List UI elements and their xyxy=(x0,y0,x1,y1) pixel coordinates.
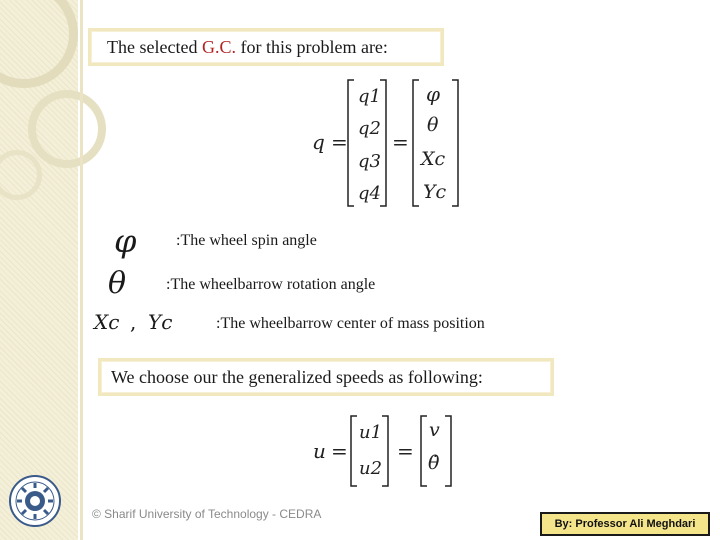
q-entry: q3 xyxy=(358,151,381,172)
decorative-ring xyxy=(28,90,106,168)
heading-prefix: The selected xyxy=(107,37,202,57)
q-entry: φ xyxy=(426,82,441,106)
heading-box xyxy=(88,28,444,66)
q-eq2: = xyxy=(392,130,409,154)
x-symbol: Xc xyxy=(94,310,120,334)
copyright-text: © Sharif University of Technology - CEDRA xyxy=(92,507,322,521)
q-entry: q1 xyxy=(358,86,381,107)
q-eq1: = xyxy=(331,130,348,154)
university-logo-icon xyxy=(8,474,62,528)
q-entry: Xc xyxy=(421,148,446,170)
u-eq1: = xyxy=(331,439,348,463)
author-badge: By: Professor Ali Meghdari xyxy=(540,512,710,536)
phi-symbol: φ xyxy=(114,222,137,260)
u-eq2: = xyxy=(397,439,414,463)
q-entry: θ xyxy=(427,114,439,136)
theta-definition: :The wheelbarrow rotation angle xyxy=(166,276,376,293)
u-lhs: u xyxy=(313,439,326,463)
u-entry: v xyxy=(429,419,440,441)
heading-box-2 xyxy=(98,358,554,396)
y-symbol: Yc xyxy=(148,310,173,334)
u-entry: u2 xyxy=(359,458,383,479)
heading-text xyxy=(107,31,388,63)
u-entry: u1 xyxy=(359,422,383,443)
q-lhs: q xyxy=(312,130,325,154)
theta-symbol: θ xyxy=(108,266,127,301)
q-entry: Yc xyxy=(423,181,447,203)
heading-highlight: G.C. xyxy=(201,37,236,57)
q-entry: q4 xyxy=(358,183,381,204)
heading2-text: We choose our the generalized speeds as following: xyxy=(111,367,483,387)
comma: , xyxy=(130,310,137,334)
phi-definition: :The wheel spin angle xyxy=(176,232,317,249)
decorative-ring xyxy=(0,150,42,200)
xy-definition: :The wheelbarrow center of mass position xyxy=(216,315,485,332)
heading-suffix: for this problem are: xyxy=(235,37,388,57)
q-entry: q2 xyxy=(358,118,381,139)
decorative-ring xyxy=(0,0,78,88)
sidebar-divider xyxy=(80,0,83,540)
u-entry: θ̇ xyxy=(428,452,440,474)
decorative-sidebar xyxy=(0,0,78,540)
